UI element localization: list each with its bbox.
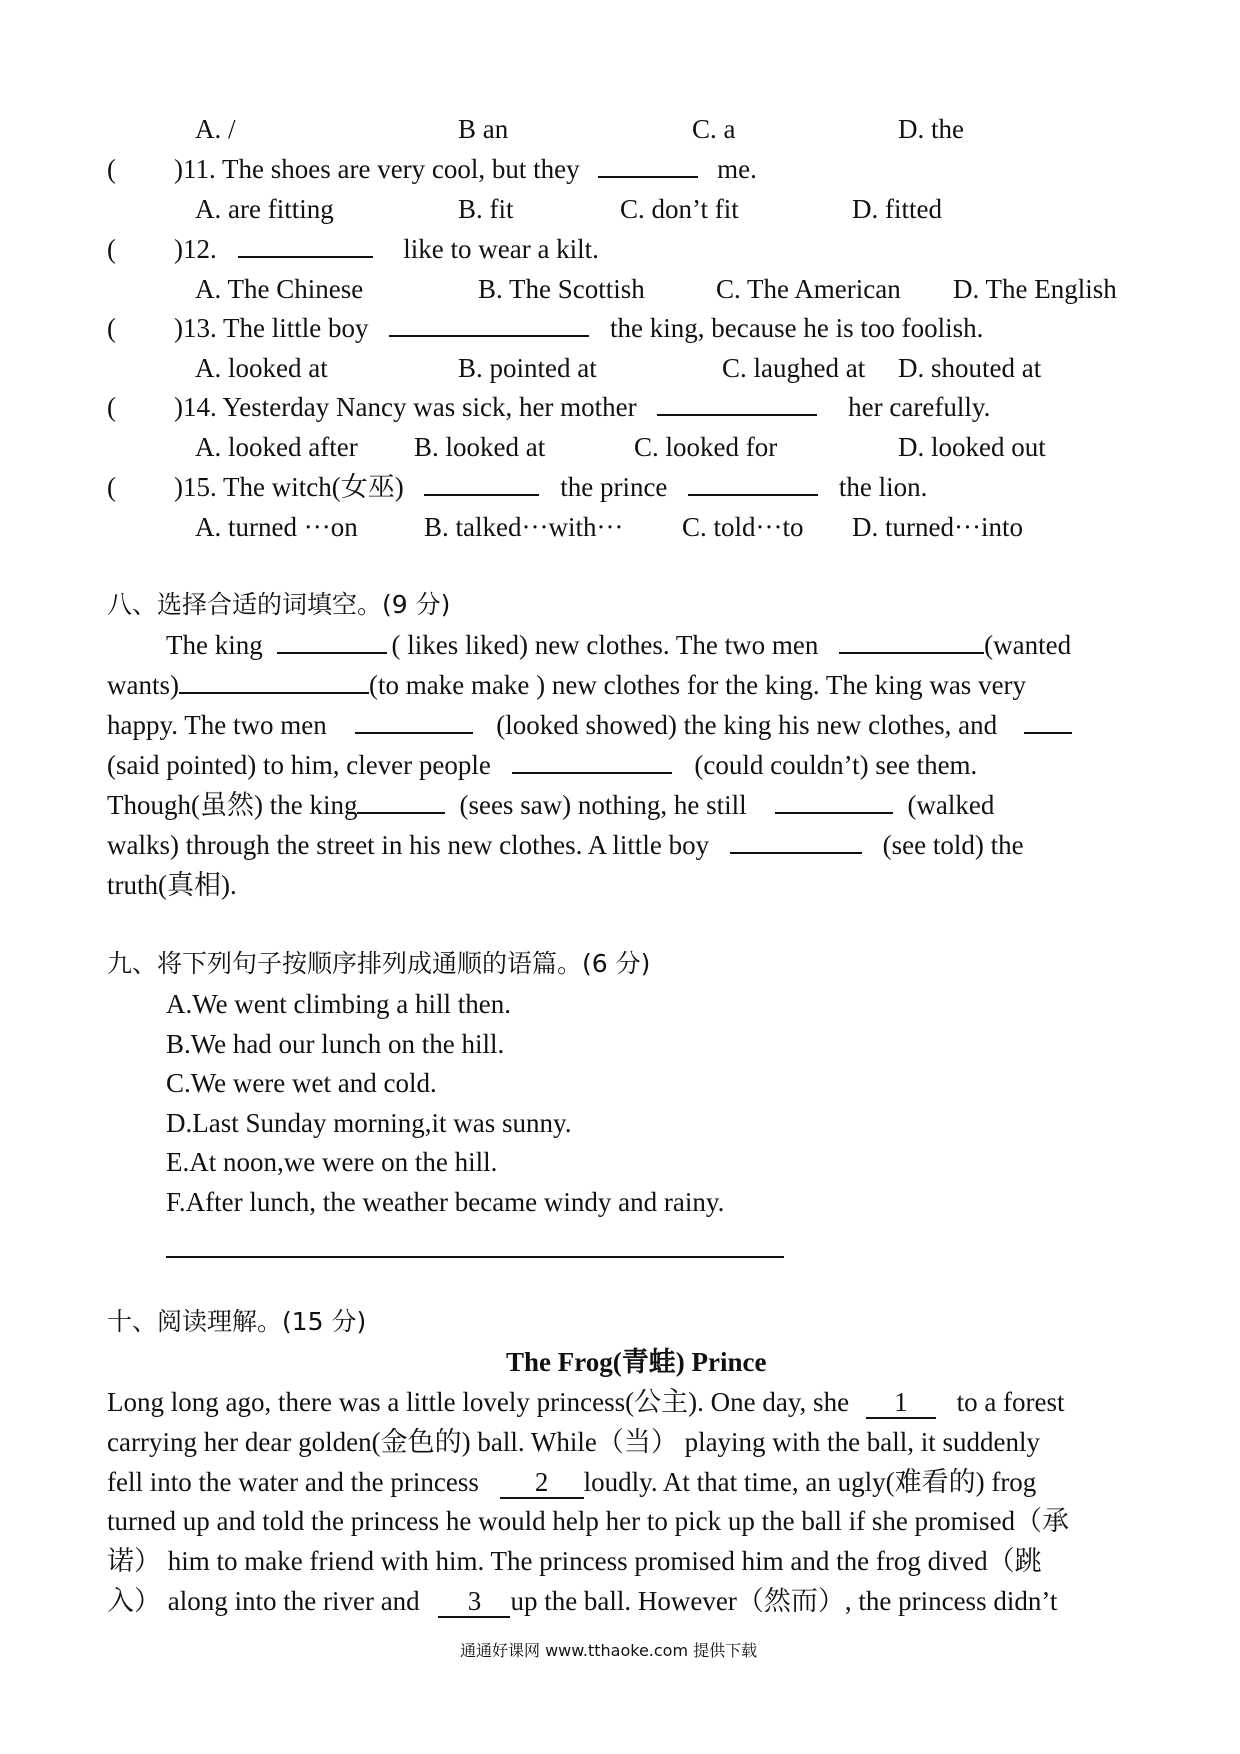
numbered-blank[interactable]: 3: [438, 1586, 510, 1618]
passage-text: fell into the water and the princess: [107, 1467, 479, 1497]
question-number: )14.: [174, 392, 217, 422]
sentence-item: E.At noon,we were on the hill.: [166, 1147, 498, 1177]
sentence-item: A.We went climbing a hill then.: [166, 989, 512, 1019]
answer-blank[interactable]: [424, 470, 539, 496]
passage-text: happy. The two men: [107, 710, 327, 740]
passage-text: (looked showed) the king his new clothes, and: [496, 710, 998, 740]
passage-text: Though(虽然) the king: [107, 790, 358, 820]
passage-line: [107, 1584, 1057, 1618]
answer-blank[interactable]: [730, 828, 862, 854]
passage-line: [107, 788, 994, 822]
question-stem-end: me.: [717, 154, 757, 184]
passage-text: to a forest: [956, 1387, 1065, 1417]
section-8-heading: 八、选择合适的词填空。(9 分): [107, 590, 451, 619]
numbered-blank[interactable]: 1: [866, 1387, 936, 1419]
passage-line: [107, 1465, 1036, 1499]
question-stem-end: her carefully.: [848, 392, 991, 422]
option: D. fitted: [852, 194, 942, 224]
question-stem-mid: the prince: [560, 472, 668, 502]
option: B. talked···with···: [424, 512, 624, 542]
answer-blank[interactable]: [512, 748, 672, 774]
q10-option-d: D. the: [898, 114, 964, 144]
passage-line: turned up and told the princess he would help her to pick up the ball if she promised（承: [107, 1506, 1070, 1536]
passage-text: (said pointed) to him, clever people: [107, 750, 491, 780]
passage-text: wants): [107, 670, 179, 700]
answer-blank[interactable]: [179, 668, 369, 694]
option: D. shouted at: [898, 353, 1042, 383]
q10-option-b: B an: [458, 114, 509, 144]
question-stem-end: like to wear a kilt.: [403, 234, 599, 264]
option: D. turned···into: [852, 512, 1023, 542]
sentence-item: D.Last Sunday morning,it was sunny.: [166, 1108, 572, 1138]
passage-text: (walked: [907, 790, 995, 820]
option: A. turned ···on: [195, 512, 358, 542]
question-number: )13.: [174, 313, 217, 343]
option: B. pointed at: [458, 353, 597, 383]
passage-line: [107, 708, 1072, 742]
answer-paren: (: [107, 472, 116, 502]
sentence-item: B.We had our lunch on the hill.: [166, 1029, 505, 1059]
page-footer: 通通好课网 www.tthaoke.com 提供下载: [460, 1641, 758, 1660]
passage-text: (could couldn’t) see them.: [694, 750, 978, 780]
option: C. laughed at: [722, 353, 866, 383]
option: A. are fitting: [195, 194, 334, 224]
answer-blank[interactable]: [839, 628, 984, 654]
passage-line: carrying her dear golden(金色的) ball. While（当） playing with the ball, it suddenly: [107, 1427, 1041, 1457]
passage-text: (see told) the: [882, 830, 1024, 860]
passage-line: [107, 748, 977, 782]
answer-blank[interactable]: [238, 232, 373, 258]
passage-text: (wanted: [984, 630, 1072, 660]
q10-option-a: A. /: [195, 114, 236, 144]
question-text: [174, 311, 983, 345]
option: B. looked at: [414, 432, 546, 462]
answer-blank[interactable]: [688, 470, 818, 496]
passage-text: 入） along into the river and: [107, 1586, 420, 1616]
question-text: [174, 390, 990, 424]
option: D. looked out: [898, 432, 1046, 462]
answer-blank[interactable]: [775, 788, 893, 814]
option: B. fit: [458, 194, 514, 224]
answer-blank[interactable]: [598, 152, 698, 178]
answer-blank[interactable]: [657, 390, 817, 416]
answer-paren: (: [107, 392, 116, 422]
question-text: [174, 232, 599, 266]
answer-blank[interactable]: [355, 708, 473, 734]
passage-line: 诺） him to make friend with him. The princess promised him and the frog dived（跳: [107, 1546, 1042, 1576]
section-10-heading: 十、阅读理解。(15 分): [107, 1307, 367, 1336]
question-stem: Yesterday Nancy was sick, her mother: [222, 392, 637, 422]
option: A. looked at: [195, 353, 328, 383]
passage-text: The king: [166, 630, 263, 660]
numbered-blank[interactable]: 2: [500, 1467, 584, 1499]
question-stem-end: the lion.: [838, 472, 928, 502]
option: A. The Chinese: [195, 274, 364, 304]
q10-option-c: C. a: [692, 114, 736, 144]
option: C. The American: [716, 274, 901, 304]
ordering-answer-line[interactable]: [166, 1256, 784, 1258]
section-9-heading: 九、将下列句子按顺序排列成通顺的语篇。(6 分): [107, 949, 651, 978]
sentence-item: F.After lunch, the weather became windy and rainy.: [166, 1187, 725, 1217]
question-stem-end: the king, because he is too foolish.: [609, 313, 984, 343]
passage-text: walks) through the street in his new clothes. A little boy: [107, 830, 710, 860]
passage-text: loudly. At that time, an ugly(难看的) frog: [583, 1467, 1037, 1497]
passage-line: [166, 628, 1071, 662]
question-stem: The witch(女巫): [223, 472, 404, 502]
passage-line: [107, 1385, 1065, 1419]
answer-blank[interactable]: [357, 788, 445, 814]
question-stem: The little boy: [223, 313, 369, 343]
passage-text: (sees saw) nothing, he still: [459, 790, 747, 820]
option: D. The English: [953, 274, 1117, 304]
passage-text: ( likes liked) new clothes. The two men: [391, 630, 819, 660]
answer-blank[interactable]: [1024, 708, 1072, 734]
option: B. The Scottish: [478, 274, 645, 304]
passage-line: [107, 668, 1026, 702]
answer-blank[interactable]: [389, 311, 589, 337]
answer-paren: (: [107, 154, 116, 184]
sentence-item: C.We were wet and cold.: [166, 1068, 437, 1098]
passage-text: Long long ago, there was a little lovely princess(公主). One day, she: [107, 1387, 850, 1417]
question-stem: The shoes are very cool, but they: [222, 154, 580, 184]
option: C. told···to: [682, 512, 804, 542]
answer-blank[interactable]: [277, 628, 387, 654]
question-number: )12.: [174, 234, 217, 264]
question-number: )11.: [174, 154, 216, 184]
answer-paren: (: [107, 313, 116, 343]
passage-text: (to make make ) new clothes for the king. The king was very: [368, 670, 1027, 700]
answer-paren: (: [107, 234, 116, 264]
passage-line: [107, 828, 1024, 862]
passage-text: up the ball. However（然而）, the princess didn’t: [510, 1586, 1058, 1616]
question-text: [174, 152, 757, 186]
option: C. looked for: [634, 432, 778, 462]
option: A. looked after: [195, 432, 358, 462]
passage-title: The Frog(青蛙) Prince: [506, 1347, 767, 1377]
option: C. don’t fit: [620, 194, 739, 224]
question-number: )15.: [174, 472, 217, 502]
passage-line: truth(真相).: [107, 870, 237, 900]
question-text: [174, 470, 927, 504]
